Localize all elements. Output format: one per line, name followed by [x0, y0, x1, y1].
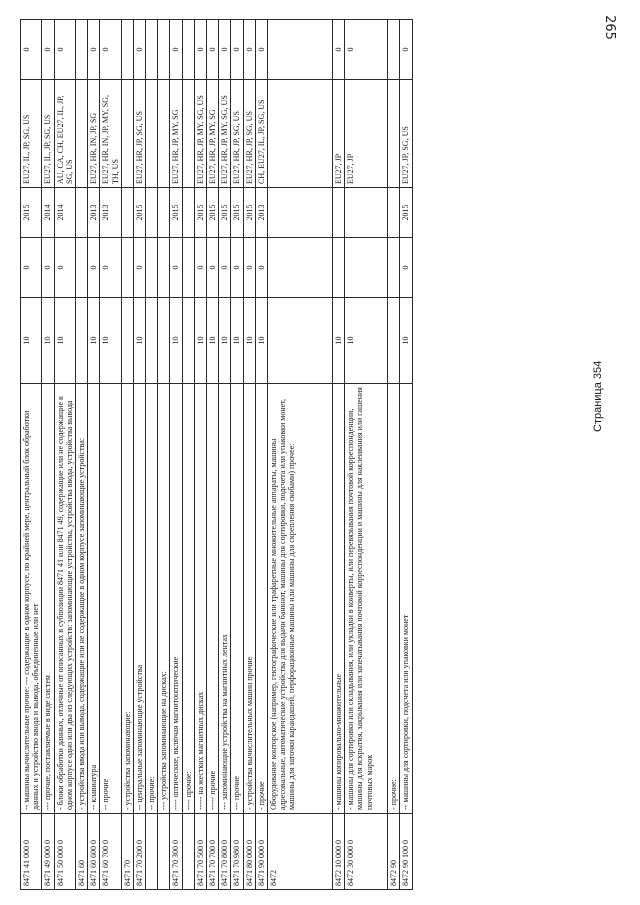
table-row [182, 20, 194, 890]
row-rate-cell: 10 [54, 298, 75, 384]
row-code-cell [182, 814, 194, 890]
row-year-cell [146, 188, 158, 238]
row-year-cell [267, 188, 332, 238]
row-rate-cell: 10 [21, 298, 42, 384]
row-countries-cell: CH, EU27, IL, JP, SG, US [255, 80, 267, 188]
row-rate-secondary-cell: 0 [255, 238, 267, 298]
table-row [170, 20, 182, 890]
row-description-cell: --- прочие [231, 384, 243, 814]
row-code-cell [158, 814, 170, 890]
row-countries-cell: EU27, HR, JP, MY, SG, US [194, 80, 206, 188]
row-year-cell: 2015 [243, 188, 255, 238]
row-code-cell: 8471 70 800 0 [219, 814, 231, 890]
row-final-rate-cell [75, 20, 87, 80]
table-row [332, 20, 344, 890]
row-year-cell [121, 188, 133, 238]
row-rate-secondary-cell: 0 [42, 238, 54, 298]
row-final-rate-cell [146, 20, 158, 80]
row-final-rate-cell: 0 [42, 20, 54, 80]
row-code-cell: 8471 60 700 0 [100, 814, 121, 890]
row-description-cell: -- центральные запоминающие устройства [133, 384, 145, 814]
table-row [75, 20, 87, 890]
table-row [400, 20, 412, 890]
row-description-cell: Оборудование конторское (например, гектографические или трафаретные множительные аппараты, машины адресовальные, автоматические устройства для выдачи банкнот, машины для сортировки, подсчета или упаковки монет, машины для заточки карандашей, перфорационные машины или машины для скрепления скобами) прочее: [267, 384, 332, 814]
rotated-document-sheet [20, 20, 580, 890]
row-code-cell: 8471 60 [75, 814, 87, 890]
row-rate-cell: 10 [42, 298, 54, 384]
row-code-cell: 8471 70 700 0 [207, 814, 219, 890]
row-year-cell: 2013 [88, 188, 100, 238]
tariff-table [20, 19, 413, 890]
row-rate-cell [267, 298, 332, 384]
table-row [158, 20, 170, 890]
row-countries-cell [388, 80, 400, 188]
row-rate-secondary-cell [267, 238, 332, 298]
row-rate-secondary-cell [332, 238, 344, 298]
row-rate-secondary-cell [158, 238, 170, 298]
row-countries-cell: EU27, IL, JP, SG, US [21, 80, 42, 188]
row-year-cell [388, 188, 400, 238]
row-rate-secondary-cell: 0 [400, 238, 412, 298]
row-code-cell: 8471 90 000 0 [255, 814, 267, 890]
row-countries-cell [75, 80, 87, 188]
row-rate-secondary-cell [146, 238, 158, 298]
table-row [54, 20, 75, 890]
row-rate-cell: 10 [133, 298, 145, 384]
row-year-cell: 2015 [231, 188, 243, 238]
row-rate-secondary-cell [388, 238, 400, 298]
row-rate-cell: 10 [88, 298, 100, 384]
row-description-cell: -- прочие: [146, 384, 158, 814]
row-description-cell: ---- прочие: [182, 384, 194, 814]
row-description-cell: --- устройства запоминающие на дисках: [158, 384, 170, 814]
row-year-cell: 2015 [194, 188, 206, 238]
row-rate-cell: 10 [194, 298, 206, 384]
row-year-cell: 2015 [21, 188, 42, 238]
row-rate-cell: 10 [243, 298, 255, 384]
row-countries-cell [267, 80, 332, 188]
row-final-rate-cell: 0 [231, 20, 243, 80]
row-description-cell: - устройства запоминающие: [121, 384, 133, 814]
row-rate-cell [158, 298, 170, 384]
row-countries-cell [146, 80, 158, 188]
row-rate-cell: 10 [345, 298, 388, 384]
row-countries-cell: EU27, HR, JP, SG, US [231, 80, 243, 188]
row-countries-cell: EU27, HR, JP, SG, US [133, 80, 145, 188]
row-final-rate-cell: 0 [194, 20, 206, 80]
row-rate-secondary-cell: 0 [194, 238, 206, 298]
row-final-rate-cell: 0 [54, 20, 75, 80]
row-year-cell: 2014 [42, 188, 54, 238]
row-countries-cell: EU27, JP [332, 80, 344, 188]
row-rate-secondary-cell: 0 [133, 238, 145, 298]
table-row [255, 20, 267, 890]
row-final-rate-cell [388, 20, 400, 80]
row-year-cell [332, 188, 344, 238]
row-rate-secondary-cell [182, 238, 194, 298]
row-rate-secondary-cell: 0 [231, 238, 243, 298]
table-row [207, 20, 219, 890]
row-code-cell [146, 814, 158, 890]
row-description-cell: ----- на жестких магнитных дисках [194, 384, 206, 814]
row-final-rate-cell [121, 20, 133, 80]
row-final-rate-cell: 0 [88, 20, 100, 80]
row-rate-cell [388, 298, 400, 384]
row-countries-cell: AU, CA, CH, EU27, IL, JP, SG, US [54, 80, 75, 188]
row-final-rate-cell: 0 [332, 20, 344, 80]
row-code-cell: 8472 10 000 0 [332, 814, 344, 890]
row-countries-cell: EU27, HR, IN, JP, MY, SG, TH, US [100, 80, 121, 188]
row-description-cell: -- прочие [100, 384, 121, 814]
row-rate-secondary-cell: 0 [88, 238, 100, 298]
table-row [146, 20, 158, 890]
tariff-table-body [21, 20, 413, 890]
row-countries-cell: EU27, HR, JP, MY, SG [170, 80, 182, 188]
row-code-cell: 8471 41 000 0 [21, 814, 42, 890]
row-final-rate-cell [158, 20, 170, 80]
row-code-cell: 8471 70 500 0 [194, 814, 206, 890]
row-countries-cell: EU27, IL, JP, SG, US [42, 80, 54, 188]
handwritten-page-mark: 265 [602, 15, 618, 40]
row-rate-cell: 10 [100, 298, 121, 384]
table-row [42, 20, 54, 890]
row-rate-secondary-cell: 0 [219, 238, 231, 298]
row-description-cell: - машины для сортировки или складывания, или укладки в конверты, или перевязывания почтовой корреспонденции, машины для вскрытия, закрывания или запечатывания почтовой корреспонденции и машины для наклеивания или гашения почтовых марок [345, 384, 388, 814]
row-rate-cell: 10 [255, 298, 267, 384]
row-description-cell: - устройства вычислительных машин прочие [243, 384, 255, 814]
row-description-cell: -- клавиатура [88, 384, 100, 814]
table-row [121, 20, 133, 890]
table-row [21, 20, 42, 890]
row-code-cell: 8472 [267, 814, 332, 890]
row-code-cell: 8472 30 000 0 [345, 814, 388, 890]
row-final-rate-cell: 0 [243, 20, 255, 80]
table-row [243, 20, 255, 890]
table-row [194, 20, 206, 890]
row-year-cell [75, 188, 87, 238]
row-rate-secondary-cell [121, 238, 133, 298]
row-year-cell: 2014 [54, 188, 75, 238]
row-countries-cell: EU27, HR, JP, SG, US [243, 80, 255, 188]
table-row [388, 20, 400, 890]
row-rate-secondary-cell [75, 238, 87, 298]
row-countries-cell: EU27, HR, JP, MY, SG, US [219, 80, 231, 188]
row-countries-cell: EU27, HR, IN, JP, SG [88, 80, 100, 188]
row-final-rate-cell: 0 [100, 20, 121, 80]
row-year-cell: 2015 [400, 188, 412, 238]
table-row [345, 20, 388, 890]
row-countries-cell [121, 80, 133, 188]
row-code-cell: 8472 90 [388, 814, 400, 890]
row-countries-cell: EU27, HR, JP, MY, SG [207, 80, 219, 188]
row-year-cell [182, 188, 194, 238]
row-code-cell: 8471 70 980 0 [231, 814, 243, 890]
row-code-cell: 8471 70 [121, 814, 133, 890]
table-row [231, 20, 243, 890]
row-description-cell: - прочие: [388, 384, 400, 814]
row-final-rate-cell: 0 [400, 20, 412, 80]
row-final-rate-cell [182, 20, 194, 80]
row-year-cell: 2013 [100, 188, 121, 238]
row-rate-cell [75, 298, 87, 384]
row-countries-cell: EU27, JP [345, 80, 388, 188]
row-description-cell: - прочие [255, 384, 267, 814]
row-description-cell: - машины копировально-множительные [332, 384, 344, 814]
row-year-cell: 2015 [207, 188, 219, 238]
row-year-cell [158, 188, 170, 238]
row-rate-secondary-cell: 0 [21, 238, 42, 298]
row-rate-cell [121, 298, 133, 384]
table-row [100, 20, 121, 890]
table-row [267, 20, 332, 890]
row-code-cell: 8472 90 100 0 [400, 814, 412, 890]
row-rate-secondary-cell [345, 238, 388, 298]
row-code-cell: 8471 50 000 0 [54, 814, 75, 890]
row-rate-secondary-cell: 0 [100, 238, 121, 298]
row-year-cell: 2015 [219, 188, 231, 238]
row-description-cell: - блоки обработки данных, отличные от описанных в субпозиции 8471 41 или 8471 49, содержащие или не содержащие в одном корпусе одно или два из следующих устройств: запоминающие устройства, устройства ввода, устройства вывода [54, 384, 75, 814]
page-number: Страница 354 [592, 360, 604, 432]
row-code-cell: 8471 80 000 0 [243, 814, 255, 890]
row-year-cell [345, 188, 388, 238]
row-countries-cell [158, 80, 170, 188]
table-row [133, 20, 145, 890]
row-countries-cell [182, 80, 194, 188]
row-description-cell: - устройства ввода или вывода, содержащие или не содержащие в одном корпусе запоминающие устройства: [75, 384, 87, 814]
row-rate-cell: 10 [231, 298, 243, 384]
row-rate-cell: 10 [219, 298, 231, 384]
row-countries-cell: EU27, JP, SG, US [400, 80, 412, 188]
row-final-rate-cell: 0 [255, 20, 267, 80]
row-description-cell: -- машины вычислительные прочие: --- содержащие в одном корпусе, по крайней мере, центральный блок обработки данных и устройство ввода и вывода, объединенные или нет [21, 384, 42, 814]
row-final-rate-cell: 0 [170, 20, 182, 80]
row-rate-secondary-cell: 0 [54, 238, 75, 298]
row-rate-cell: 10 [170, 298, 182, 384]
row-rate-cell: 10 [207, 298, 219, 384]
row-rate-secondary-cell: 0 [207, 238, 219, 298]
row-code-cell: 8471 70 200 0 [133, 814, 145, 890]
table-row [88, 20, 100, 890]
row-final-rate-cell: 0 [219, 20, 231, 80]
row-description-cell: --- запоминающие устройства на магнитных лентах [219, 384, 231, 814]
row-rate-secondary-cell: 0 [243, 238, 255, 298]
row-description-cell: --- прочие, поставляемые в виде систем [42, 384, 54, 814]
row-rate-cell [182, 298, 194, 384]
row-final-rate-cell [267, 20, 332, 80]
row-final-rate-cell: 0 [21, 20, 42, 80]
row-final-rate-cell: 0 [345, 20, 388, 80]
row-rate-cell: 10 [400, 298, 412, 384]
table-row [219, 20, 231, 890]
row-code-cell: 8471 60 600 0 [88, 814, 100, 890]
row-description-cell: -- машины для сортировки, подсчета или упаковки монет [400, 384, 412, 814]
row-final-rate-cell: 0 [133, 20, 145, 80]
row-description-cell: ---- оптические, включая магнитооптические [170, 384, 182, 814]
row-code-cell: 8471 49 000 0 [42, 814, 54, 890]
row-year-cell: 2013 [255, 188, 267, 238]
row-description-cell: ----- прочие [207, 384, 219, 814]
row-rate-cell: 10 [332, 298, 344, 384]
row-year-cell: 2015 [133, 188, 145, 238]
row-year-cell: 2015 [170, 188, 182, 238]
row-rate-cell [146, 298, 158, 384]
row-code-cell: 8471 70 300 0 [170, 814, 182, 890]
row-final-rate-cell: 0 [207, 20, 219, 80]
row-rate-secondary-cell: 0 [170, 238, 182, 298]
